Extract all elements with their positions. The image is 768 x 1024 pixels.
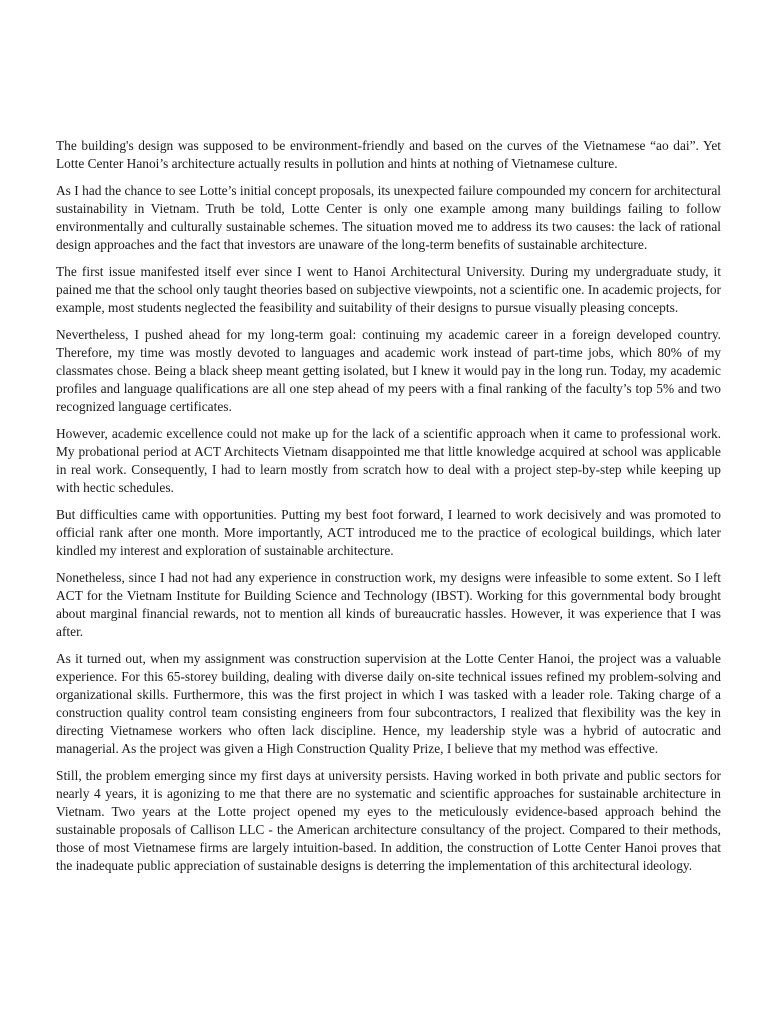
paragraph-2: As I had the chance to see Lotte’s initial concept proposals, its unexpected failure compounded my concern for architectural sustainability in Vietnam. Truth be told, Lotte Center is only one example among many buildings failing to follow environmentally and culturally sustainable schemes. The situation moved me to address its two causes: the lack of rational design approaches and the fact that investors are unaware of the long-term benefits of sustainable architecture. xyxy=(56,183,721,252)
paragraph-8: As it turned out, when my assignment was construction supervision at the Lotte Center Hanoi, the project was a valuable experience. For this 65-storey building, dealing with diverse daily on-site technical issues refined my problem-solving and organizational skills. Furthermore, this was the first project in which I was tasked with a leader role. Taking charge of a construction quality control team consisting engineers from four subcontractors, I realized that flexibility was the key in directing Vietnamese workers who often lack discipline. Hence, my leadership style was a hybrid of autocratic and managerial. As the project was given a High Construction Quality Prize, I believe that my method was effective. xyxy=(56,651,721,756)
paragraph-4: Nevertheless, I pushed ahead for my long-term goal: continuing my academic career in a foreign developed country. Therefore, my time was mostly devoted to languages and academic work instead of part-time jobs, which 80% of my classmates chose. Being a black sheep meant getting isolated, but I knew it would pay in the long run. Today, my academic profiles and language qualifications are all one step ahead of my peers with a final ranking of the faculty’s top 5% and two recognized language certificates. xyxy=(56,327,721,414)
paragraph-6: But difficulties came with opportunities. Putting my best foot forward, I learned to work decisively and was promoted to official rank after one month. More importantly, ACT introduced me to the practice of ecological buildings, which later kindled my interest and exploration of sustainable architecture. xyxy=(56,507,721,558)
paragraph-3: The first issue manifested itself ever since I went to Hanoi Architectural University. During my undergraduate study, it pained me that the school only taught theories based on subjective viewpoints, not a scientific one. In academic projects, for example, most students neglected the feasibility and suitability of their designs to pursue visually pleasing concepts. xyxy=(56,264,721,315)
paragraph-5: However, academic excellence could not make up for the lack of a scientific approach when it came to professional work. My probational period at ACT Architects Vietnam disappointed me that little knowledge acquired at school was applicable in real work. Consequently, I had to learn mostly from scratch how to deal with a project step-by-step while keeping up with hectic schedules. xyxy=(56,426,721,495)
paragraph-9: Still, the problem emerging since my first days at university persists. Having worked in both private and public sectors for nearly 4 years, it is agonizing to me that there are no systematic and scientific approaches for sustainable architecture in Vietnam. Two years at the Lotte project opened my eyes to the meticulously evidence-based approach behind the sustainable proposals of Callison LLC - the American architecture consultancy of the project. Compared to their methods, those of most Vietnamese firms are largely intuition-based. In addition, the construction of Lotte Center Hanoi proves that the inadequate public appreciation of sustainable designs is deterring the implementation of this architectural ideology. xyxy=(56,768,721,873)
paragraph-7: Nonetheless, since I had not had any experience in construction work, my designs were infeasible to some extent. So I left ACT for the Vietnam Institute for Building Science and Technology (IBST). Working for this governmental body brought about marginal financial rewards, not to mention all kinds of bureaucratic hassles. However, it was experience that I was after. xyxy=(56,570,721,639)
paragraph-1: The building's design was supposed to be environment-friendly and based on the curves of the Vietnamese “ao dai”. Yet Lotte Center Hanoi’s architecture actually results in pollution and hints at nothing of Vietnamese culture. xyxy=(56,138,721,171)
document-page xyxy=(56,137,721,884)
